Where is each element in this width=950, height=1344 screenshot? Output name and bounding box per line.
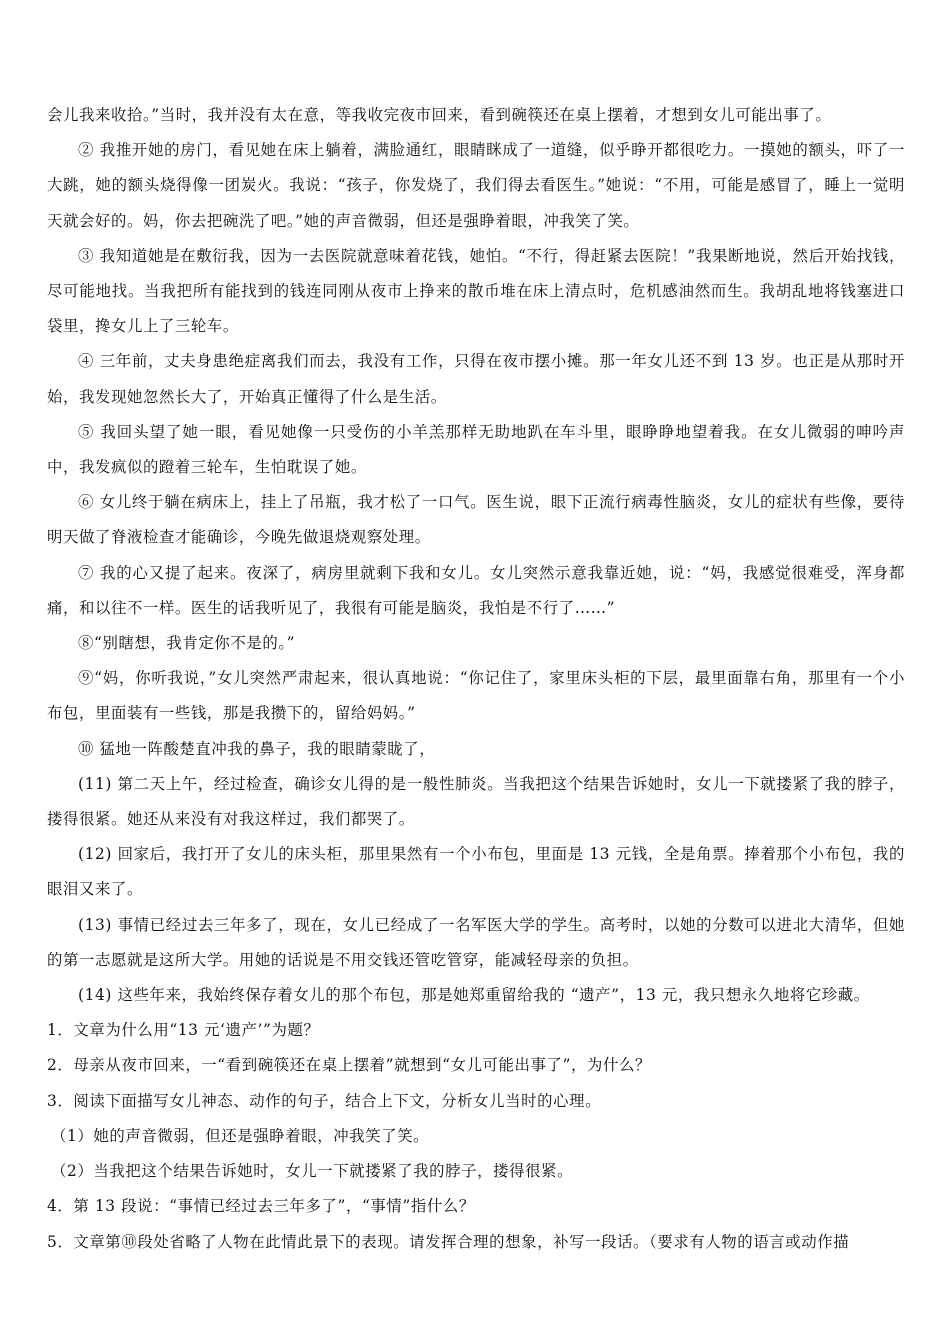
paragraph-3: ③ 我知道她是在敷衍我，因为一去医院就意味着花钱，她怕。“不行，得赶紧去医院！”我果断地说，然后开始找钱，尽可能地找。当我把所有能找到的钱连同刚从夜市上挣来的散币堆在床上清点时，危机感油然而生。我胡乱地将钱塞进口袋里，搀女儿上了三轮车。 (47, 246, 905, 336)
paragraph-13: (13) 事情已经过去三年多了，现在，女儿已经成了一名军医大学的学生。高考时，以她的分数可以进北大清华，但她的第一志愿就是这所大学。用她的话说是不用交钱还管吃管穿，能减轻母亲的负担。 (47, 915, 905, 969)
paragraph-10: ⑩ 猛地一阵酸楚直冲我的鼻子，我的眼睛蒙眬了， (78, 739, 436, 758)
question-4: 4．第 13 段说：“事情已经过去三年多了”，“事情”指什么？ (47, 1197, 475, 1216)
paragraph-1: 会儿我来收拾。”当时，我并没有太在意，等我收完夜市回来，看到碗筷还在桌上摆着，才想到女儿可能出事了。 (47, 106, 832, 124)
questions-list (47, 1013, 905, 1259)
paragraph-6: ⑥ 女儿终于躺在病床上，挂上了吊瓶，我才松了一口气。医生说，眼下正流行病毒性脑炎，女儿的症状有些像，要待明天做了脊液检查才能确诊，今晚先做退烧观察处理。 (47, 493, 905, 547)
paragraph-12: (12) 回家后，我打开了女儿的床头柜，那里果然有一个小布包，里面是 13 元钱，全是角票。捧着那个小布包，我的眼泪又来了。 (47, 845, 905, 899)
question-3-part-2: （2）当我把这个结果告诉她时，女儿一下就搂紧了我的脖子，搂得很紧。 (51, 1162, 574, 1181)
paragraph-14: (14) 这些年来，我始终保存着女儿的那个布包，那是她郑重留给我的 “遗产”，13 元，我只想永久地将它珍藏。 (78, 986, 870, 1005)
paragraph-2: ② 我推开她的房门，看见她在床上躺着，满脸通红，眼睛眯成了一道缝，似乎睁开都很吃力。一摸她的额头，吓了一大跳，她的额头烧得像一团炭火。我说：“孩子，你发烧了，我们得去看医生。”她说：“不用，可能是感冒了，睡上一觉明天就会好的。妈，你去把碗洗了吧。”她的声音微弱，但还是强睁着眼，冲我笑了笑。 (47, 141, 905, 230)
document-page (47, 98, 905, 1260)
story-body (47, 98, 905, 1013)
paragraph-8: ⑧“别瞎想，我肯定你不是的。” (78, 634, 296, 653)
question-5: 5．文章第⑩段处省略了人物在此情此景下的表现。请发挥合理的想象，补写一段话。（要求有人物的语言或动作描 (47, 1232, 850, 1251)
paragraph-4: ④ 三年前，丈夫身患绝症离我们而去，我没有工作，只得在夜市摆小摊。那一年女儿还不到 13 岁。也正是从那时开始，我发现她忽然长大了，开始真正懂得了什么是生活。 (47, 352, 905, 406)
paragraph-11: (11) 第二天上午，经过检查，确诊女儿得的是一般性肺炎。当我把这个结果告诉她时，女儿一下就搂紧了我的脖子，搂得很紧。她还从来没有对我这样过，我们都哭了。 (47, 774, 905, 829)
paragraph-9: ⑨“妈，你听我说，”女儿突然严肃起来，很认真地说：“你记住了，家里床头柜的下层，最里面靠右角，那里有一个小布包，里面装有一些钱，那是我攒下的，留给妈妈。” (47, 669, 905, 723)
question-3: 3．阅读下面描写女儿神态、动作的句子，结合上下文，分析女儿当时的心理。 (47, 1091, 602, 1110)
paragraph-7: ⑦ 我的心又提了起来。夜深了，病房里就剩下我和女儿。女儿突然示意我靠近她，说：“妈，我感觉很难受，浑身都痛，和以往不一样。医生的话我听见了，我很有可能是脑炎，我怕是不行了……” (47, 563, 905, 617)
paragraph-5: ⑤ 我回头望了她一眼，看见她像一只受伤的小羊羔那样无助地趴在车斗里，眼睁睁地望着我。在女儿微弱的呻吟声中，我发疯似的蹬着三轮车，生怕耽误了她。 (47, 422, 905, 477)
question-1: 1．文章为什么用“13 元‘遗产’”为题？ (47, 1021, 320, 1040)
question-3-part-1: （1）她的声音微弱，但还是强睁着眼，冲我笑了笑。 (51, 1126, 430, 1145)
question-2: 2．母亲从夜市回来，一“看到碗筷还在桌上摆着”就想到“女儿可能出事了”，为什么？ (47, 1056, 651, 1075)
